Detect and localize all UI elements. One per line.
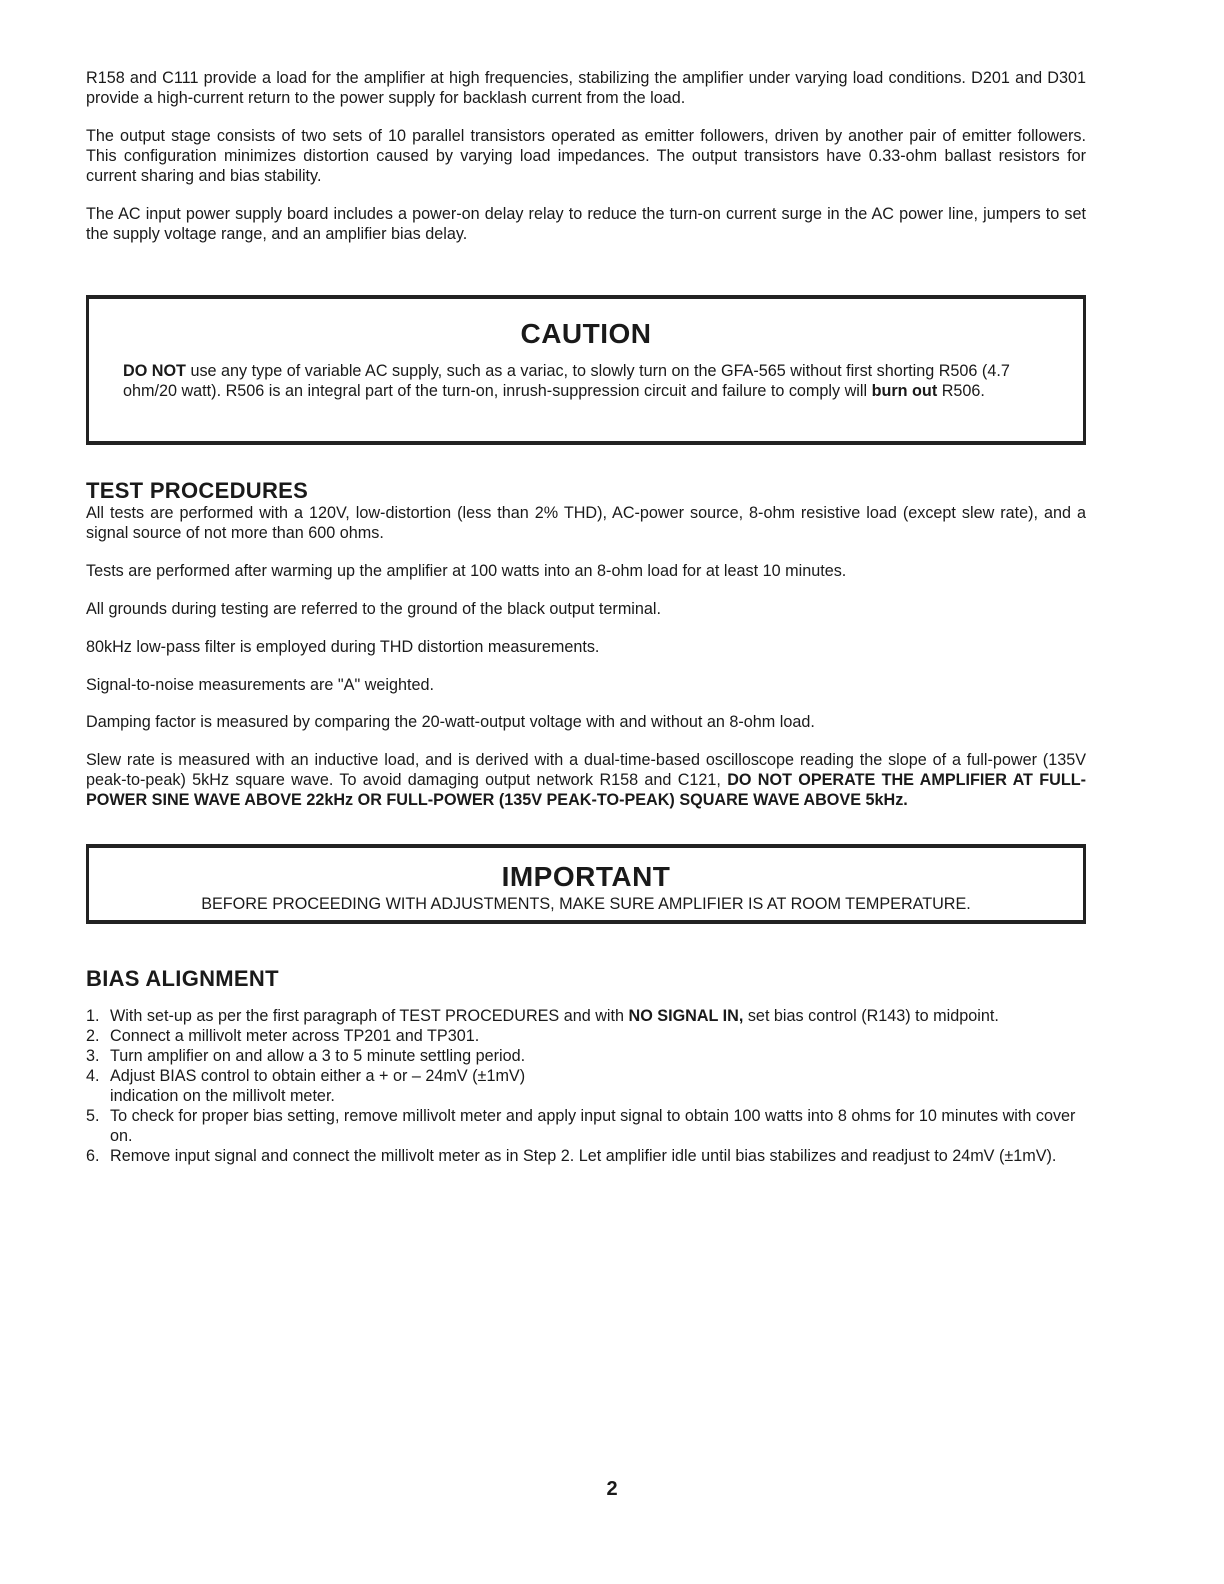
caution-burn-out: burn out [871, 382, 938, 400]
test-paragraph-5: Signal-to-noise measurements are "A" weighted. [86, 676, 435, 694]
step-text: With set-up as per the first paragraph of TEST PROCEDURES and with [110, 1007, 629, 1025]
step-text: To check for proper bias setting, remove millivolt meter and apply input signal to obtain 100 watts into 8 ohms for 10 minutes with cover on. [110, 1107, 1076, 1145]
test-procedures-title: TEST PROCEDURES [86, 478, 309, 503]
step-text-line2: indication on the millivolt meter. [110, 1087, 335, 1105]
slew-rate-text: Slew rate is measured with an inductive load, and is derived with a dual-time-based oscilloscope reading the slope of a full-power (135V peak-to-peak) 5kHz square wave. To avoid damaging output network R158 and C121, [86, 751, 1086, 789]
important-title: IMPORTANT [501, 861, 671, 892]
caution-text [123, 361, 1049, 401]
step-number: 1. [86, 1007, 100, 1025]
step-text-line1: Adjust BIAS control to obtain either a + or – 24mV (±1mV) [110, 1067, 526, 1085]
step-bold: NO SIGNAL IN, [628, 1007, 744, 1025]
step-number: 6. [86, 1147, 100, 1165]
slew-rate-warning: DO NOT OPERATE THE AMPLIFIER AT FULL-POWER SINE WAVE ABOVE 22kHz OR FULL-POWER (135V PEAK-TO-PEAK) SQUARE WAVE ABOVE 5kHz. [86, 771, 1086, 809]
step-number: 2. [86, 1027, 100, 1045]
test-paragraph-3: All grounds during testing are referred to the ground of the black output terminal. [86, 600, 661, 618]
test-paragraph-4: 80kHz low-pass filter is employed during THD distortion measurements. [86, 638, 600, 656]
test-paragraph-6: Damping factor is measured by comparing the 20-watt-output voltage with and without an 8-ohm load. [86, 713, 815, 731]
test-paragraph-2: Tests are performed after warming up the amplifier at 100 watts into an 8-ohm load for at least 10 minutes. [86, 562, 847, 580]
caution-box [86, 295, 1086, 445]
bias-step [86, 1106, 1086, 1146]
intro-paragraph-1: R158 and C111 provide a load for the amplifier at high frequencies, stabilizing the amplifier under varying load conditions. D201 and D301 provide a high-current return to the power supply for backlash current from the load. [86, 69, 1086, 107]
step-text: Remove input signal and connect the millivolt meter as in Step 2. Let amplifier idle until bias stabilizes and readjust to 24mV (±1mV). [110, 1147, 1057, 1165]
step-text: Turn amplifier on and allow a 3 to 5 minute settling period. [110, 1047, 526, 1065]
bias-step [86, 1006, 1086, 1026]
step-text: Connect a millivolt meter across TP201 and TP301. [110, 1027, 480, 1045]
important-box [86, 844, 1086, 924]
step-number: 4. [86, 1067, 100, 1085]
test-paragraph-7 [86, 750, 1086, 810]
bias-step [86, 1066, 1086, 1106]
caution-do-not: DO NOT [123, 362, 186, 380]
step-number: 5. [86, 1107, 100, 1125]
step-number: 3. [86, 1047, 100, 1065]
intro-paragraph-3: The AC input power supply board includes a power-on delay relay to reduce the turn-on current surge in the AC power line, jumpers to set the supply voltage range, and an amplifier bias delay. [86, 205, 1086, 243]
bias-step [86, 1026, 1086, 1046]
important-text: BEFORE PROCEEDING WITH ADJUSTMENTS, MAKE SURE AMPLIFIER IS AT ROOM TEMPERATURE. [201, 895, 971, 913]
bias-steps-list [86, 1006, 1086, 1166]
page-number: 2 [606, 1478, 618, 1500]
page-content [86, 68, 1086, 1166]
bias-step [86, 1146, 1086, 1166]
step-text-post: set bias control (R143) to midpoint. [743, 1007, 999, 1025]
test-paragraph-1: All tests are performed with a 120V, low-distortion (less than 2% THD), AC-power source, 8-ohm resistive load (except slew rate), and a signal source of not more than 600 ohms. [86, 504, 1086, 542]
caution-text-a: use any type of variable AC supply, such as a variac, to slowly turn on the GFA-565 without first shorting R506 (4.7 ohm/20 watt). R506 is an integral part of the turn-on, inrush-suppression circuit and failure to comply will [123, 362, 1010, 400]
bias-step [86, 1046, 1086, 1066]
caution-title: CAUTION [520, 318, 652, 349]
intro-paragraph-2: The output stage consists of two sets of 10 parallel transistors operated as emitter followers, driven by another pair of emitter followers. This configuration minimizes distortion caused by varying load impedances. The output transistors have 0.33-ohm ballast resistors for current sharing and bias stability. [86, 127, 1086, 185]
bias-alignment-title: BIAS ALIGNMENT [86, 966, 279, 991]
caution-text-b: R506. [937, 382, 985, 400]
